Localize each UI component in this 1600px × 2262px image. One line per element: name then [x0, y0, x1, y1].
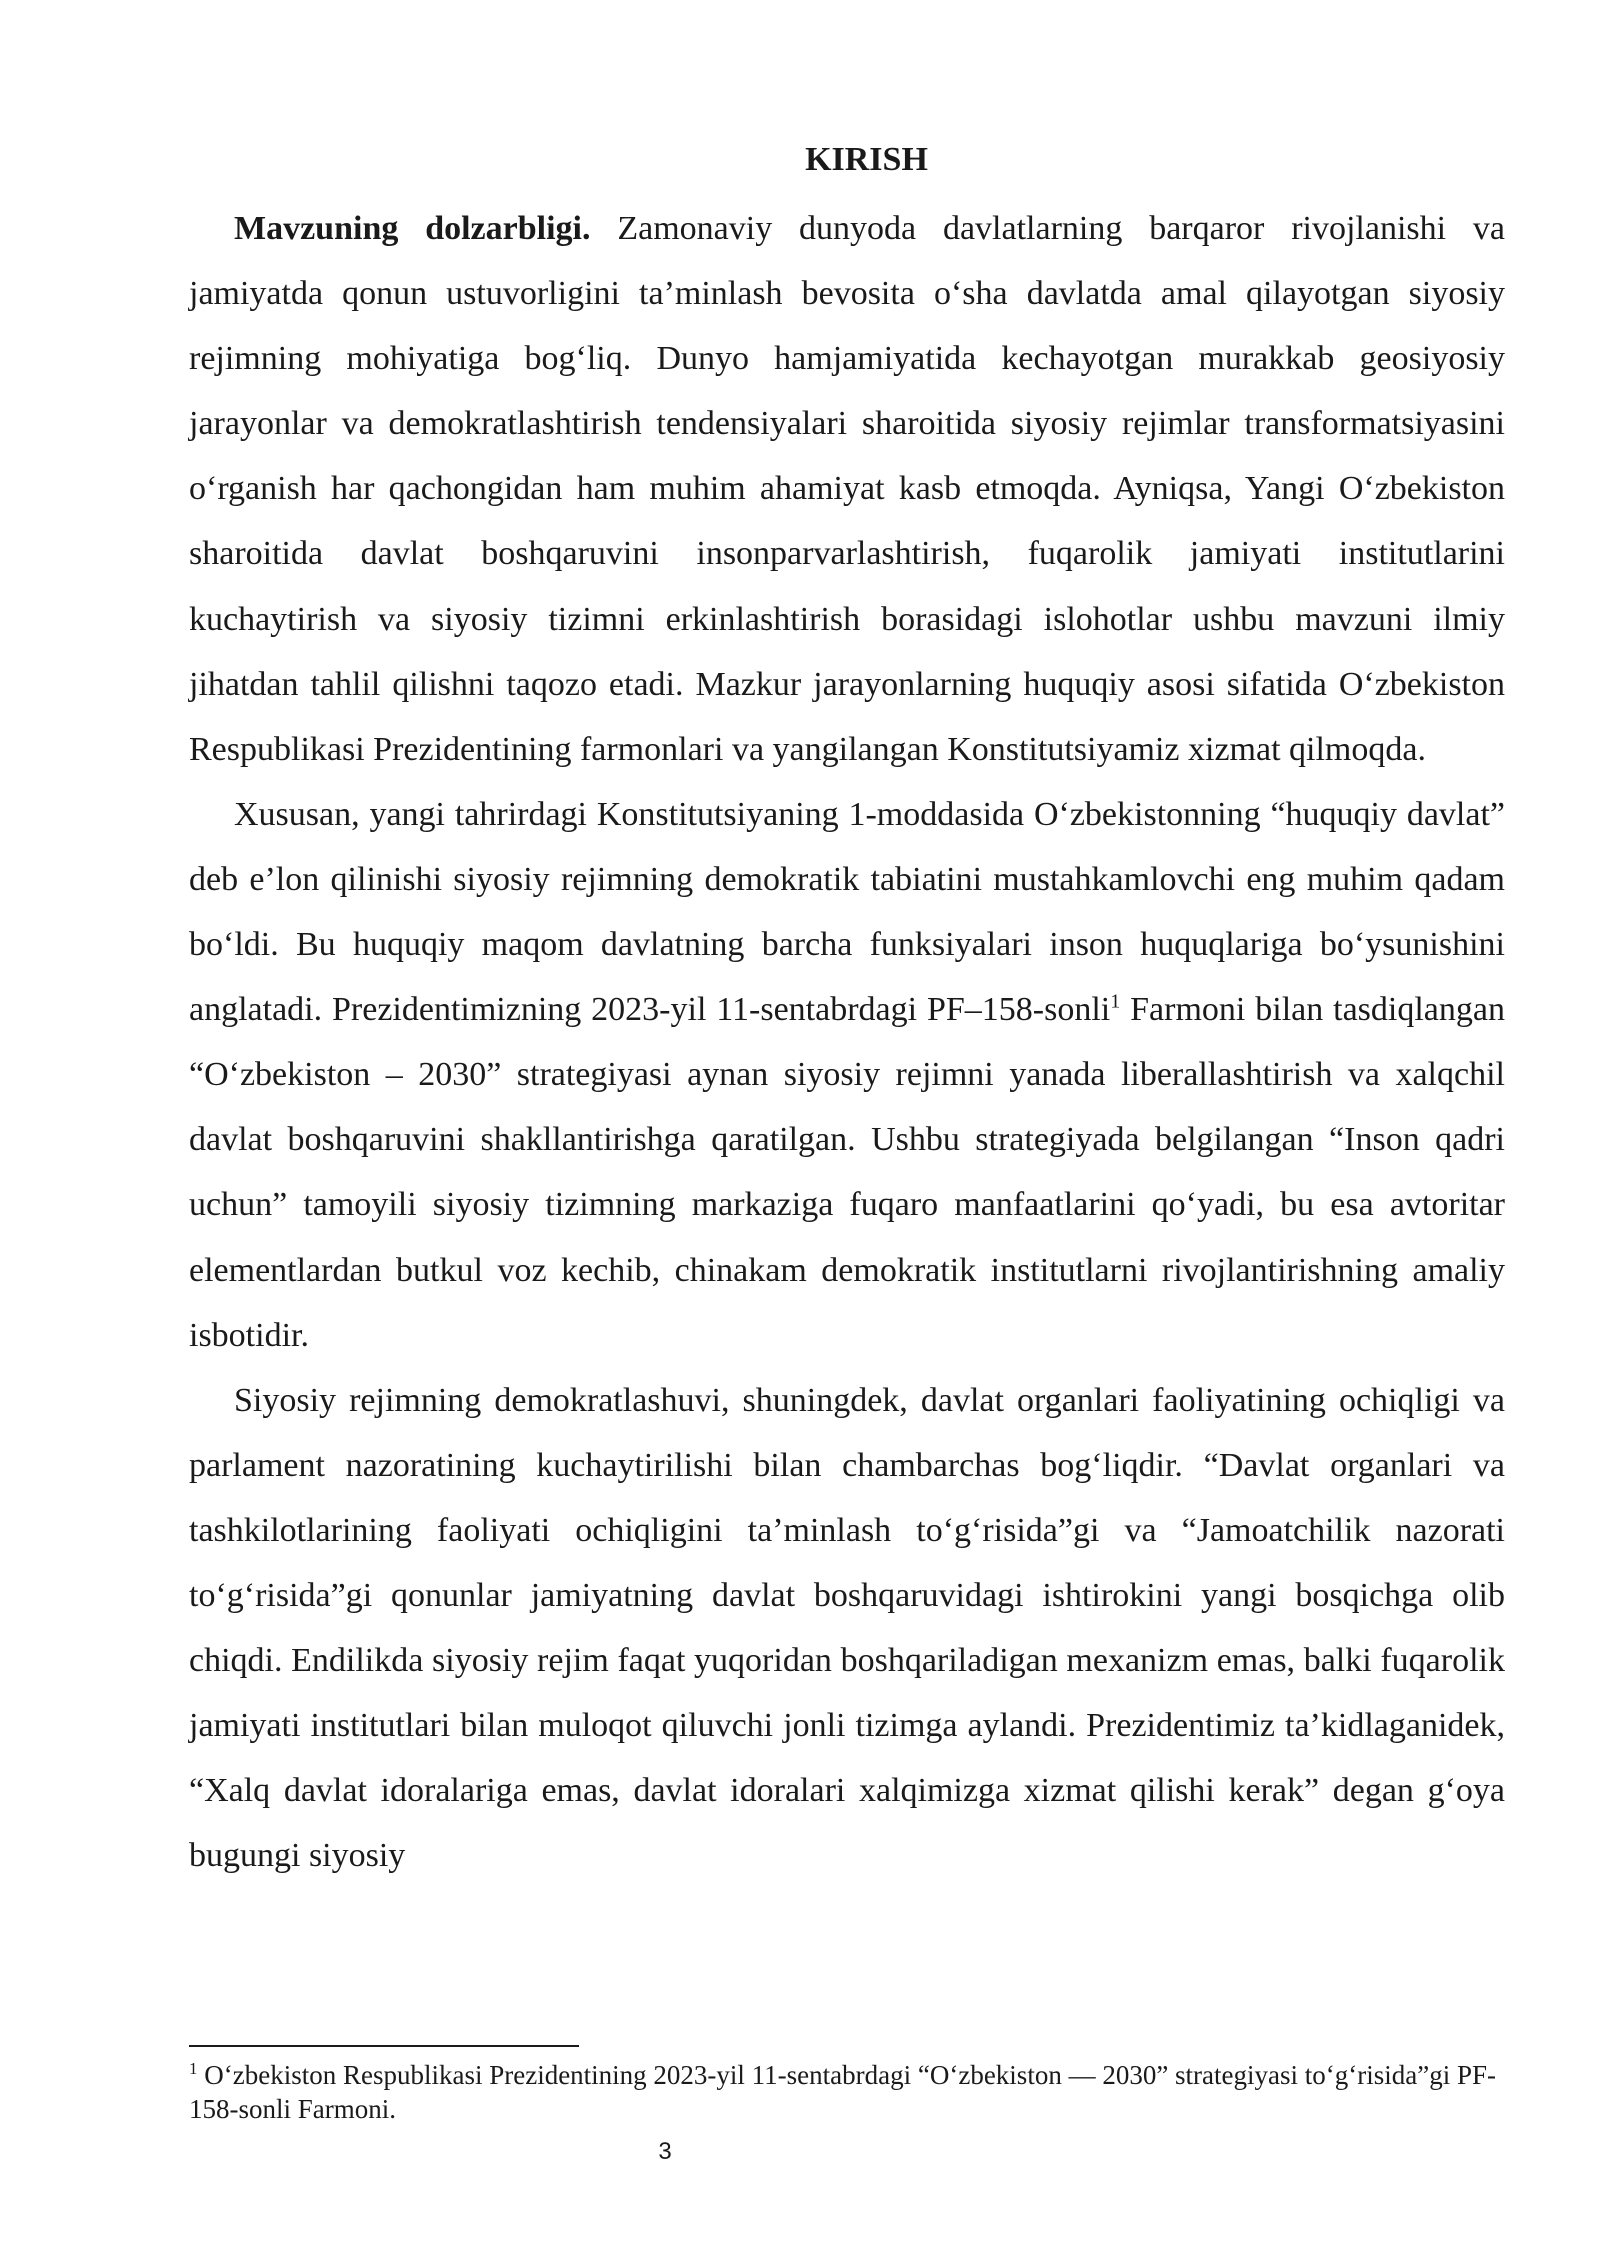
paragraph-text: Farmoni bilan tasdiqlangan “O‘zbekiston – 2030” strategiyasi aynan siyosiy rejimni yanada liberallashtirish va xalqchil davlat boshqaruvini shakllantirishga qaratilgan. Ushbu strategiyada belgilangan “Inson qadri uchun” tamoyili siyosiy tizimning markaziga fuqaro manfaatlarini qo‘yadi, bu esa avtoritar elementlardan butkul voz kechib, chinakam demokratik institutlarni rivojlantirishning amaliy isbotidir.	[189, 991, 1505, 1354]
footnote-reference[interactable]: 1	[1110, 990, 1121, 1013]
body-text	[189, 196, 1505, 1888]
footnote-text: O‘zbekiston Respublikasi Prezidentining 2023-yil 11-sentabrdagi “O‘zbekiston — 2030” strategiyasi to‘g‘risida”gi PF-158-sonli Farmoni.	[189, 2060, 1496, 2124]
footnote-separator	[189, 2045, 579, 2047]
paragraph-text: Xususan, yangi tahrirdagi Konstitutsiyaning 1-moddasida O‘zbekistonning “huquqiy davlat” deb e’lon qilinishi siyosiy rejimning demokratik tabiatini mustahkamlovchi eng muhim qadam bo‘ldi. Bu huquqiy maqom davlatning barcha funksiyalari inson huquqlariga bo‘ysunishini anglatadi. Prezidentimizning 2023-yil 11-sentabrdagi PF–158-sonli	[189, 795, 1505, 1029]
paragraph-text: Zamonaviy dunyoda davlatlarning barqaror rivojlanishi va jamiyatda qonun ustuvorligini ta’minlash bevosita o‘sha davlatda amal qilayotgan siyosiy rejimning mohiyatiga bog‘liq. Dunyo hamjamiyatida kechayotgan murakkab geosiyosiy jarayonlar va demokratlashtirish tendensiyalari sharoitida siyosiy rejimlar transformatsiyasini o‘rganish har qachongidan ham muhim ahamiyat kasb etmoqda. Ayniqsa, Yangi O‘zbekiston sharoitida davlat boshqaruvini insonparvarlashtirish, fuqarolik jamiyati institutlarini kuchaytirish va siyosiy tizimni erkinlashtirish borasidagi islohotlar ushbu mavzuni ilmiy jihatdan tahlil qilishni taqozo etadi. Mazkur jarayonlarning huquqiy asosi sifatida O‘zbekiston Respublikasi Prezidentining farmonlari va yangilangan Konstitutsiyamiz xizmat qilmoqda.	[189, 210, 1506, 768]
footnote-number: 1	[189, 2059, 198, 2078]
footnote	[189, 2058, 1505, 2126]
paragraph-lead-heading: Mavzuning dolzarbligi.	[234, 210, 591, 247]
paragraph-3	[189, 1368, 1505, 1889]
page-number: 3	[658, 2138, 672, 2165]
paragraph-text: Siyosiy rejimning demokratlashuvi, shuningdek, davlat organlari faoliyatining ochiqligi va parlament nazoratining kuchaytirilishi bilan chambarchas bog‘liqdir. “Davlat organlari va tashkilotlarining faoliyati ochiqligini ta’minlash to‘g‘risida”gi va “Jamoatchilik nazorati to‘g‘risida”gi qonunlar jamiyatning davlat boshqaruvidagi ishtirokini yangi bosqichga olib chiqdi. Endilikda siyosiy rejim faqat yuqoridan boshqariladigan mexanizm emas, balki fuqarolik jamiyati institutlari bilan muloqot qiluvchi jonli tizimga aylandi. Prezidentimiz ta’kidlaganidek, “Xalq davlat idoralariga emas, davlat idoralari xalqimizga xizmat qilishi kerak” degan g‘oya bugungi siyosiy	[189, 1381, 1505, 1875]
paragraph-1	[189, 196, 1505, 782]
paragraph-2	[189, 782, 1505, 1368]
page-title: KIRISH	[805, 141, 928, 178]
